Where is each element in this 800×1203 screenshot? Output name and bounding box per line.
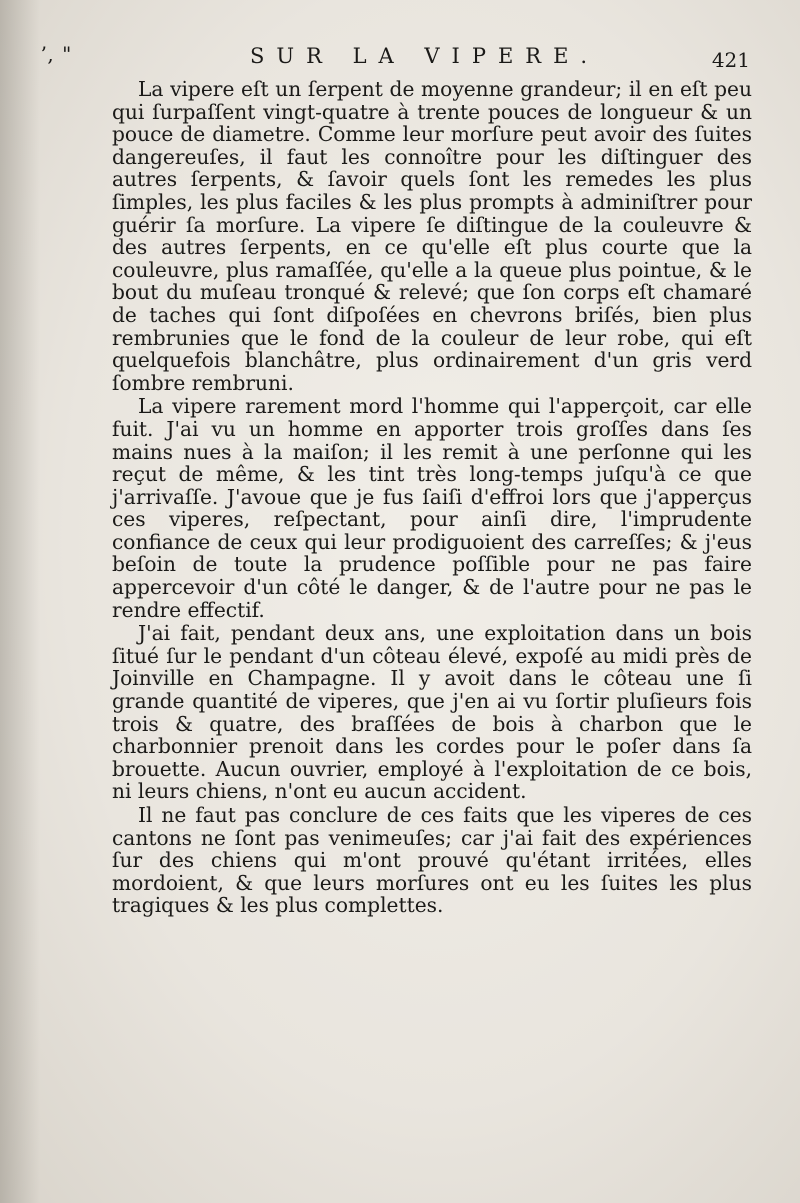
paragraph: J'ai fait, pendant deux ans, une exploitation dans un bois ſitué ſur le pendant d'un côteau élevé, expoſé au midi près de Joinville en Champagne. Il y avoit dans le côteau une ſi grande quantité de viperes, que j'en ai vu ſortir pluſieurs fois trois & quatre, des braſſées de bois à charbon que le charbonnier prenoit dans les cordes pour le poſer dans ſa brouette. Aucun ouvrier, employé à l'exploitation de ce bois, ni leurs chiens, n'ont eu aucun accident. xyxy=(112,621,752,804)
page-number: 421 xyxy=(711,48,750,72)
paragraph: La vipere rarement mord l'homme qui l'apperçoit, car elle fuit. J'ai vu un homme en apporter trois groſſes dans ſes mains nues à la maiſon; il les remit à une perſonne qui les reçut de même, & les tint très long-temps juſqu'à ce que j'arrivaſſe. J'avoue que je fus ſaiſi d'effroi lors que j'apperçus ces viperes, reſpectant, pour ainſi dire, l'imprudente confiance de ceux qui leur prodiguoient des carreſſes; & j'eus beſoin de toute la prudence poſſible pour ne pas faire appercevoir d'un côté le danger, & de l'autre pour ne pas le rendre effectif. xyxy=(112,394,752,622)
running-title: SUR LA VIPERE. xyxy=(250,44,600,68)
paragraph: Il ne faut pas conclure de ces faits que les viperes de ces cantons ne ſont pas venimeuſes; car j'ai fait des expériences ſur des chiens qui m'ont prouvé qu'étant irritées, elles mordoient, & que leurs morſures ont eu les ſuites les plus tragiques & les plus complettes. xyxy=(112,803,752,918)
header-marks: ʼ, " xyxy=(40,42,73,66)
page-edge-shadow xyxy=(0,0,40,1203)
paragraph: La vipere eſt un ſerpent de moyenne grandeur; il en eſt peu qui ſurpaſſent vingt-quatre à trente pouces de longueur & un pouce de diametre. Comme leur morſure peut avoir des ſuites dangereuſes, il faut les connoître pour les diſtinguer des autres ſerpents, & ſavoir quels ſont les remedes les plus ſimples, les plus faciles & les plus prompts à adminiſtrer pour guérir ſa morſure. La vipere ſe diſtingue de la couleuvre & des autres ſerpents, en ce qu'elle eſt plus courte que la couleuvre, plus ramaſſée, qu'elle a la queue plus pointue, & le bout du muſeau tronqué & relevé; que ſon corps eſt chamaré de taches qui ſont diſpoſées en chevrons briſés, bien plus rembrunies que le fond de la couleur de leur robe, qui eſt quelquefois blanchâtre, plus ordinairement d'un gris verd ſombre rembruni. xyxy=(112,77,752,395)
body-text xyxy=(112,78,752,917)
